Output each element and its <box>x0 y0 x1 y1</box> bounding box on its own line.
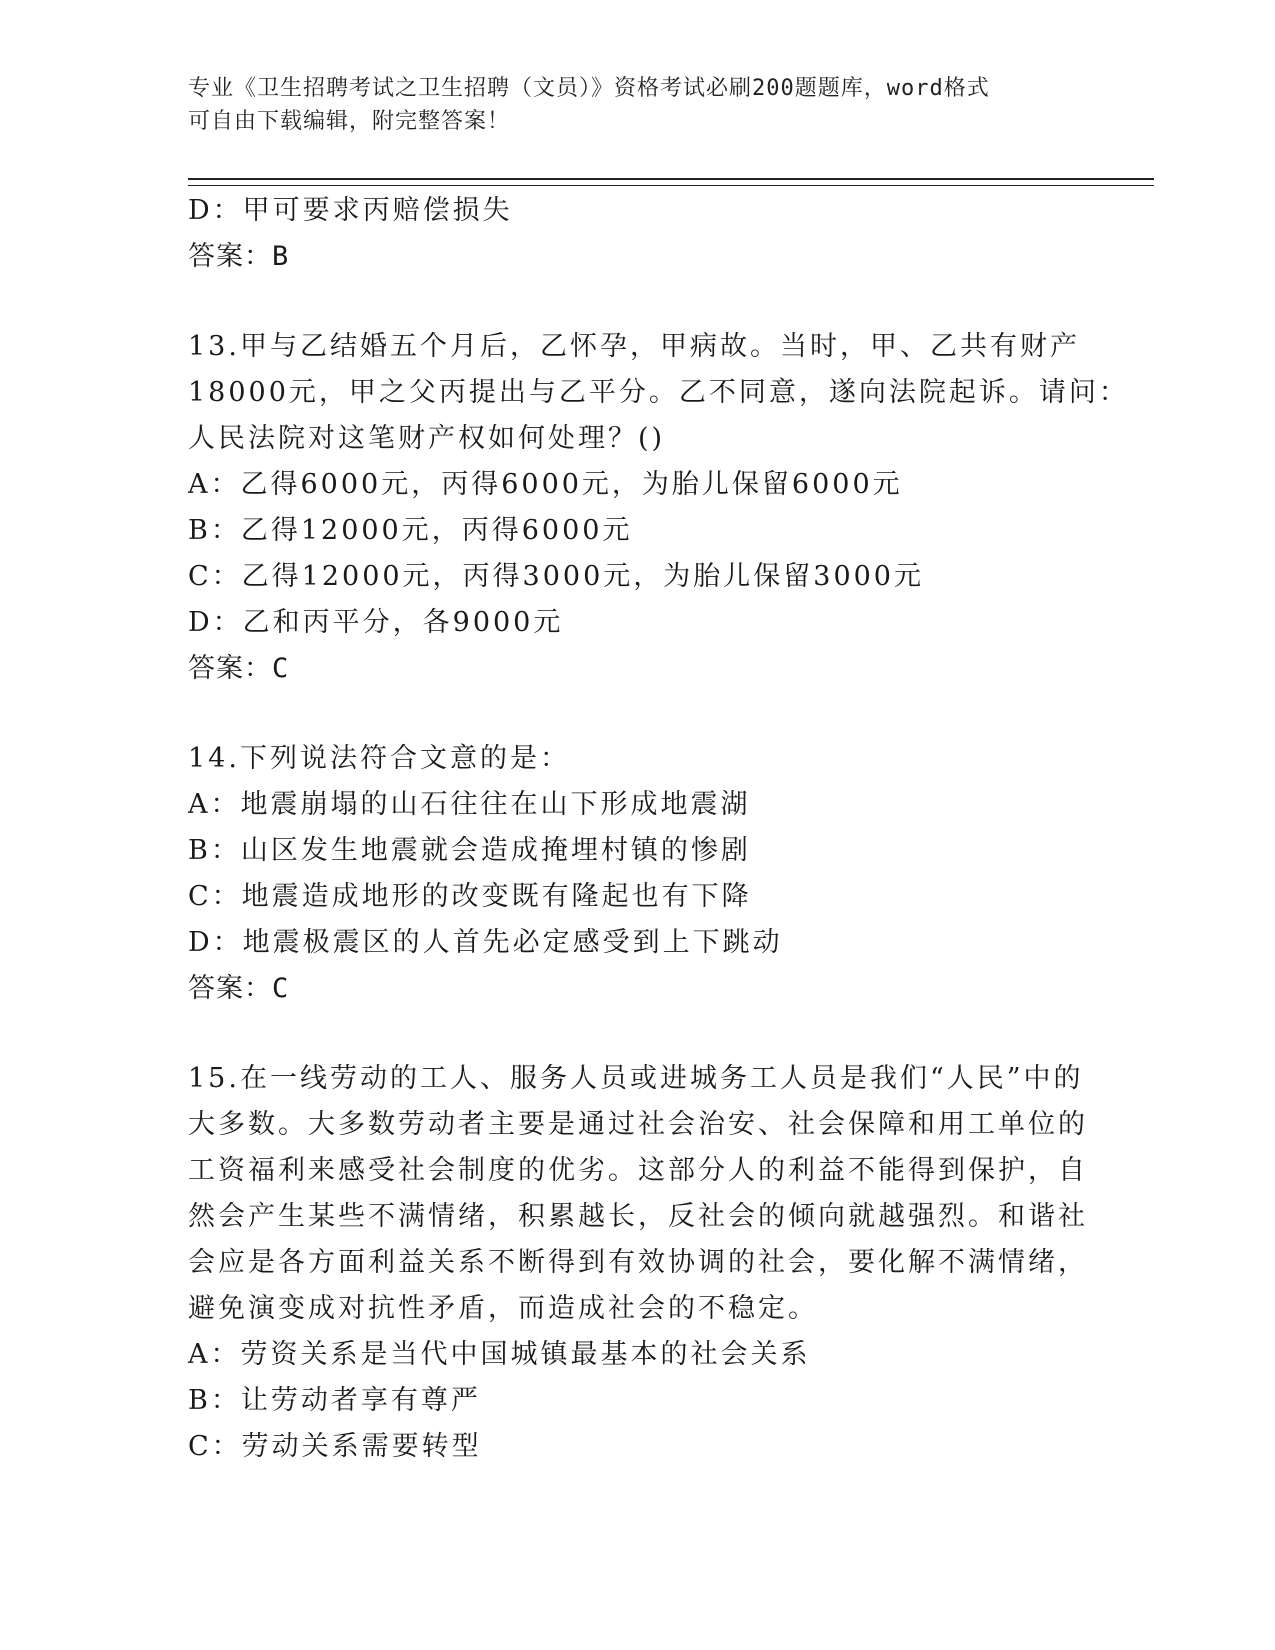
option-c: C：劳动关系需要转型 <box>188 1431 482 1462</box>
question-stem-line: 大多数。大多数劳动者主要是通过社会治安、社会保障和用工单位的 <box>188 1109 1088 1140</box>
option-b: B：山区发生地震就会造成掩埋村镇的惨剧 <box>188 835 751 866</box>
spacer <box>188 692 1088 736</box>
answer-label: 答案：B <box>188 241 290 272</box>
option-c: C：乙得12000元，丙得3000元，为胎儿保留3000元 <box>188 561 924 592</box>
question-stem-line: 会应是各方面利益关系不断得到有效协调的社会，要化解不满情绪， <box>188 1247 1088 1278</box>
answer-label: 答案：C <box>188 653 290 684</box>
question-15 <box>188 1056 1088 1470</box>
option-c: C：地震造成地形的改变既有隆起也有下降 <box>188 881 752 912</box>
question-stem-line: 18000元，甲之父丙提出与乙平分。乙不同意，遂向法院起诉。请问： <box>188 377 1129 408</box>
option-d: D：地震极震区的人首先必定感受到上下跳动 <box>188 927 783 958</box>
question-stem: 14.下列说法符合文意的是： <box>188 743 570 774</box>
question-13 <box>188 324 1129 692</box>
option-b: B：让劳动者享有尊严 <box>188 1385 481 1416</box>
question-stem-line: 避免演变成对抗性矛盾，而造成社会的不稳定。 <box>188 1293 818 1324</box>
option-a: A：劳资关系是当代中国城镇最基本的社会关系 <box>188 1339 811 1370</box>
header-divider <box>188 178 1154 186</box>
spacer <box>188 280 1088 324</box>
option-a: A：乙得6000元，丙得6000元，为胎儿保留6000元 <box>188 469 903 500</box>
question-stem-line: 13.甲与乙结婚五个月后，乙怀孕，甲病故。当时，甲、乙共有财产 <box>188 331 1080 362</box>
question-stem-line: 人民法院对这笔财产权如何处理？() <box>188 423 666 454</box>
question-stem-line: 工资福利来感受社会制度的优劣。这部分人的利益不能得到保护，自 <box>188 1155 1088 1186</box>
header-line-1: 专业《卫生招聘考试之卫生招聘（文员）》资格考试必刷200题题库，word格式 <box>188 76 990 101</box>
question-14 <box>188 736 1088 1012</box>
spacer <box>188 1012 1088 1056</box>
question-stem-line: 然会产生某些不满情绪，积累越长，反社会的倾向就越强烈。和谐社 <box>188 1201 1088 1232</box>
option-d: D：甲可要求丙赔偿损失 <box>188 195 513 226</box>
question-content <box>188 188 1129 1470</box>
option-a: A：地震崩塌的山石往往在山下形成地震湖 <box>188 789 751 820</box>
question-stem-line: 15.在一线劳动的工人、服务人员或进城务工人员是我们“人民”中的 <box>188 1063 1084 1094</box>
question-12-tail <box>188 188 1088 280</box>
header-line-2: 可自由下载编辑，附完整答案！ <box>188 109 511 134</box>
option-d: D：乙和丙平分，各9000元 <box>188 607 564 638</box>
option-b: B：乙得12000元，丙得6000元 <box>188 515 633 546</box>
answer-label: 答案：C <box>188 973 290 1004</box>
document-header <box>188 72 1078 138</box>
